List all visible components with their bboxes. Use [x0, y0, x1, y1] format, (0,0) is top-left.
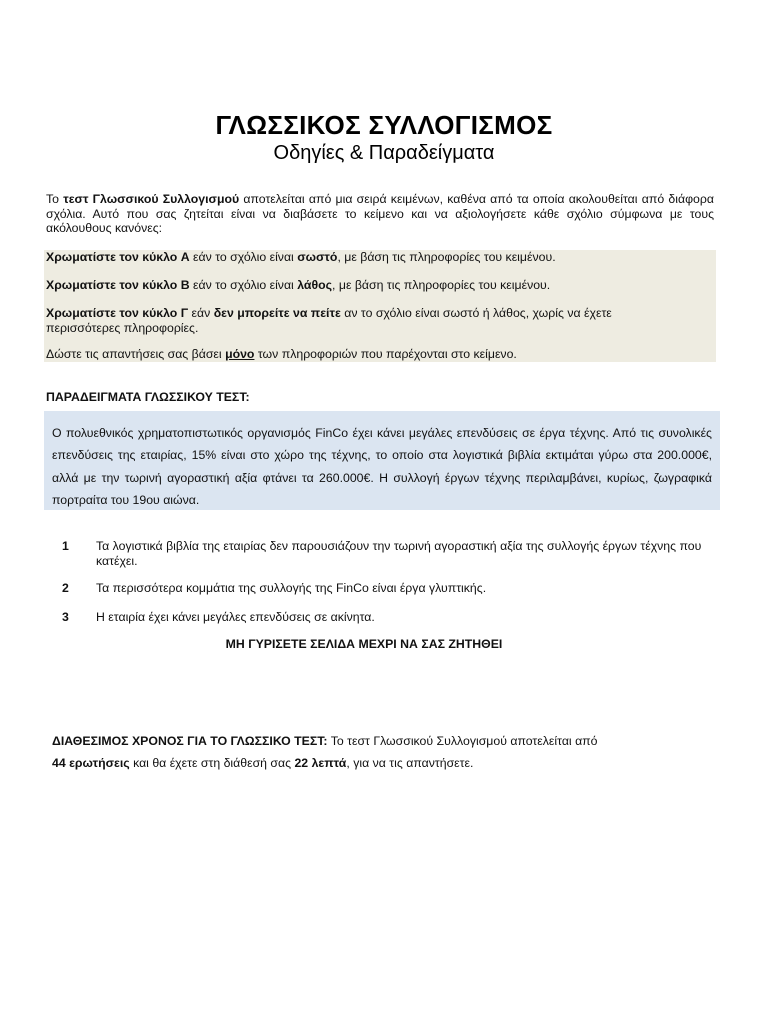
- question-number: 1: [62, 539, 69, 553]
- timing-label: ΔΙΑΘΕΣΙΜΟΣ ΧΡΟΝΟΣ ΓΙΑ ΤΟ ΓΛΩΣΣΙΚΟ ΤΕΣΤ:: [52, 734, 328, 748]
- rule-a-label: Χρωματίστε τον κύκλο A: [46, 250, 190, 264]
- page-subtitle: Οδηγίες & Παραδείγματα: [273, 142, 495, 164]
- examples-heading: ΠΑΡΑΔΕΙΓΜΑΤΑ ΓΛΩΣΣΙΚΟΥ ΤΕΣΤ:: [46, 390, 250, 404]
- rule-b-keyword: λάθος: [297, 278, 333, 292]
- question-number: 3: [62, 610, 69, 624]
- timing-text-3: , για να τις απαντήσετε.: [346, 756, 474, 770]
- rule-note-end: των πληροφοριών που παρέχονται στο κείμενο.: [254, 347, 517, 361]
- example-passage-text: Ο πολυεθνικός χρηματοπιστωτικός οργανισμός FinCo έχει κάνει μεγάλες επενδύσεις σε έργα τέχνης. Από τις συνολικές επενδύσεις της εταιρίας, 15% είναι στο χώρο της τέχνης, το οποίο στα λογιστικά βιβλία εκτιμάται γύρω στα 200.000€, αλλά με την τωρινή αγοραστική αξία φτάνει τα 260.000€. Η συλλογή έργων τέχνης περιλαμβάνει, κυρίως, ζωγραφικά πορτραίτα του 19ου αιώνα.: [52, 426, 712, 507]
- rule-note-start: Δώστε τις απαντήσεις σας βάσει: [46, 347, 226, 361]
- rule-a: [46, 250, 686, 265]
- rule-c-label: Χρωματίστε τον κύκλο Γ: [46, 306, 189, 320]
- question-text: Η εταιρία έχει κάνει μεγάλες επενδύσεις σε ακίνητα.: [96, 610, 375, 624]
- rules-box: [44, 250, 716, 362]
- intro-text-start: Το: [46, 192, 64, 206]
- page-title: ΓΛΩΣΣΙΚΟΣ ΣΥΛΛΟΓΙΣΜΟΣ: [215, 110, 553, 140]
- rule-b-label: Χρωματίστε τον κύκλο B: [46, 278, 190, 292]
- rule-a-keyword: σωστό: [297, 250, 338, 264]
- question-text: Τα λογιστικά βιβλία της εταιρίας δεν παρουσιάζουν την τωρινή αγοραστική αξία της συλλογής έργων τέχνης που κατέχει.: [96, 539, 702, 568]
- rule-c-keyword: δεν μπορείτε να πείτε: [213, 306, 341, 320]
- rule-a-end: , με βάση τις πληροφορίες του κειμένου.: [337, 250, 556, 264]
- rule-c-mid: εάν: [188, 306, 214, 320]
- timing-text-1: Το τεστ Γλωσσικού Συλλογισμού αποτελείται από: [327, 734, 598, 748]
- rule-note: [46, 347, 686, 362]
- timing-text-2: και θα έχετε στη διάθεσή σας: [129, 756, 295, 770]
- rule-b: [46, 278, 686, 293]
- question-text: Τα περισσότερα κομμάτια της συλλογής της FinCo είναι έργα γλυπτικής.: [96, 581, 487, 595]
- question-number: 2: [62, 581, 69, 595]
- rule-note-only: μόνο: [225, 347, 255, 361]
- rule-b-end: , με βάση τις πληροφορίες του κειμένου.: [332, 278, 551, 292]
- rule-a-mid: εάν το σχόλιο είναι: [189, 250, 298, 264]
- intro-test-name: τεστ Γλωσσικού Συλλογισμού: [63, 192, 240, 206]
- intro-text-rest: αποτελείται από μια σειρά κειμένων, καθένα από τα οποία ακολουθείται από διάφορα σχόλια. Αυτό που σας ζητείται είναι να διαβάσετε το κείμενο και να αξιολογήσετε κάθε σχόλιο σύμφωνα με τους ακόλουθους κανόνες:: [46, 192, 714, 235]
- timing-questions-count: 44 ερωτήσεις: [52, 756, 130, 770]
- rule-c-end: αν το σχόλιο είναι σωστό ή λάθος, χωρίς να έχετε περισσότερες πληροφορίες.: [46, 306, 612, 335]
- rule-b-mid: εάν το σχόλιο είναι: [189, 278, 298, 292]
- timing-minutes: 22 λεπτά: [294, 756, 347, 770]
- rule-c: [46, 306, 686, 335]
- do-not-turn-notice: ΜΗ ΓΥΡΙΣΕΤΕ ΣΕΛΙΔΑ ΜΕΧΡΙ ΝΑ ΣΑΣ ΖΗΤΗΘΕΙ: [225, 637, 503, 651]
- intro-paragraph: [46, 192, 714, 236]
- timing-paragraph: [52, 730, 672, 774]
- example-passage-box: [44, 411, 720, 510]
